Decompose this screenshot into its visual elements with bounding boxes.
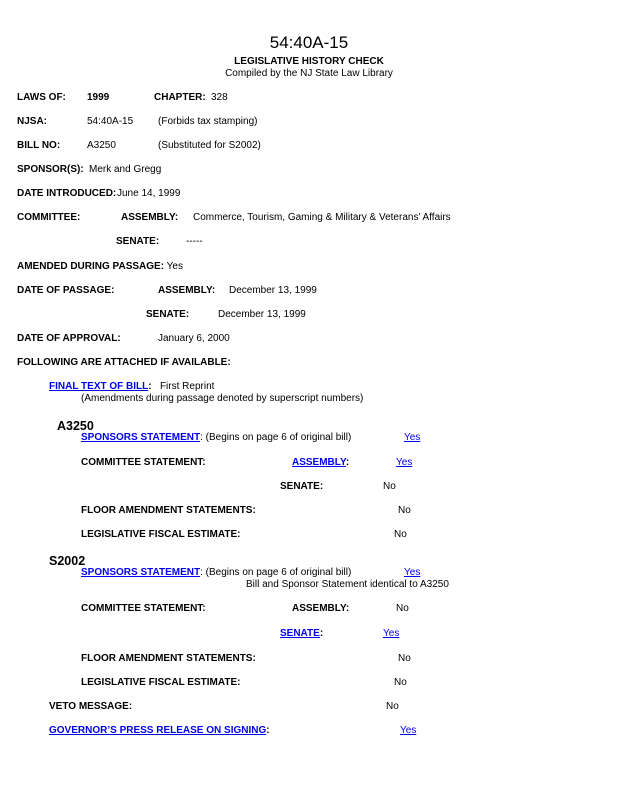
a3250-floor-label: FLOOR AMENDMENT STATEMENTS: [81, 505, 256, 516]
s2002-committee-senate-link[interactable]: SENATE [280, 628, 320, 639]
chapter-value: 328 [211, 92, 228, 103]
passage-assembly-value: December 13, 1999 [229, 285, 317, 296]
a3250-committee-senate-label: SENATE: [280, 481, 324, 492]
press-release-yes[interactable]: Yes [400, 725, 417, 736]
sponsors-label: SPONSOR(S): [17, 164, 84, 175]
s2002-sponsors-statement-note: : (Begins on page 6 of original bill) [200, 567, 352, 578]
bill-no-value: A3250 [87, 140, 116, 151]
s2002-fiscal-value: No [394, 677, 407, 688]
njsa-value: 54:40A-15 [87, 116, 134, 127]
committee-senate-value: ----- [186, 236, 203, 247]
compiled-by: Compiled by the NJ State Law Library [225, 68, 393, 79]
final-text-value: First Reprint [159, 381, 215, 392]
press-release-colon: : [266, 725, 270, 736]
a3250-sponsors-statement-yes[interactable]: Yes [404, 432, 421, 443]
final-text-link[interactable]: FINAL TEXT OF BILL [49, 381, 149, 392]
committee-label: COMMITTEE: [17, 212, 81, 223]
a3250-fiscal-label: LEGISLATIVE FISCAL ESTIMATE: [81, 529, 241, 540]
njsa-note: (Forbids tax stamping) [158, 116, 258, 127]
s2002-floor-value: No [398, 653, 411, 664]
bill-no-label: BILL NO: [17, 140, 61, 151]
a3250-sponsors-statement-note: : (Begins on page 6 of original bill) [200, 432, 352, 443]
passage-label: DATE OF PASSAGE: [17, 285, 115, 296]
s2002-committee-senate-row [280, 628, 323, 640]
a3250-sponsors-row [81, 432, 351, 444]
committee-assembly-label: ASSEMBLY: [121, 212, 179, 223]
passage-assembly-label: ASSEMBLY: [158, 285, 216, 296]
s2002-sponsors-row [81, 567, 351, 579]
a3250-committee-assembly-link[interactable]: ASSEMBLY [292, 457, 346, 468]
a3250-committee-assembly-row [292, 457, 349, 469]
final-text-row [49, 381, 214, 393]
s2002-committee-senate-yes[interactable]: Yes [383, 628, 400, 639]
final-text-colon: : [148, 381, 152, 392]
s2002-fiscal-label: LEGISLATIVE FISCAL ESTIMATE: [81, 677, 241, 688]
laws-of-value: 1999 [87, 92, 110, 103]
amended-label: AMENDED DURING PASSAGE: [17, 261, 165, 272]
bill-no-note: (Substituted for S2002) [158, 140, 261, 151]
a3250-committee-senate-value: No [383, 481, 396, 492]
s2002-committee-label: COMMITTEE STATEMENT: [81, 603, 206, 614]
press-release-row [49, 725, 270, 737]
amended-row [17, 261, 183, 273]
a3250-committee-label: COMMITTEE STATEMENT: [81, 457, 206, 468]
njsa-label: NJSA: [17, 116, 48, 127]
s2002-identical-note: Bill and Sponsor Statement identical to A3250 [246, 579, 449, 590]
veto-value: No [386, 701, 399, 712]
page-title: 54:40A-15 [269, 33, 349, 52]
sponsors-value: Merk and Gregg [89, 164, 162, 175]
passage-senate-label: SENATE: [146, 309, 190, 320]
s2002-committee-assembly-value: No [396, 603, 409, 614]
passage-senate-value: December 13, 1999 [218, 309, 306, 320]
s2002-committee-senate-colon: : [319, 628, 324, 639]
approval-value: January 6, 2000 [158, 333, 230, 344]
committee-senate-label: SENATE: [116, 236, 160, 247]
date-introduced-label: DATE INTRODUCED: [17, 188, 117, 199]
a3250-heading: A3250 [57, 419, 94, 433]
s2002-sponsors-statement-yes[interactable]: Yes [404, 567, 421, 578]
s2002-floor-label: FLOOR AMENDMENT STATEMENTS: [81, 653, 256, 664]
s2002-committee-assembly-label: ASSEMBLY: [292, 603, 350, 614]
s2002-heading: S2002 [49, 554, 86, 568]
a3250-committee-assembly-yes[interactable]: Yes [396, 457, 413, 468]
chapter-label: CHAPTER: [154, 92, 206, 103]
a3250-sponsors-statement-link[interactable]: SPONSORS STATEMENT [81, 432, 201, 443]
press-release-link[interactable]: GOVERNOR’S PRESS RELEASE ON SIGNING [49, 725, 267, 736]
attached-heading: FOLLOWING ARE ATTACHED IF AVAILABLE: [17, 357, 231, 368]
a3250-fiscal-value: No [394, 529, 407, 540]
laws-of-label: LAWS OF: [17, 92, 66, 103]
a3250-committee-assembly-colon: : [345, 457, 350, 468]
approval-label: DATE OF APPROVAL: [17, 333, 121, 344]
a3250-floor-value: No [398, 505, 411, 516]
s2002-sponsors-statement-link[interactable]: SPONSORS STATEMENT [81, 567, 201, 578]
amended-value: Yes [166, 261, 183, 272]
committee-assembly-value: Commerce, Tourism, Gaming & Military & Veterans’ Affairs [193, 212, 451, 223]
veto-label: VETO MESSAGE: [49, 701, 133, 712]
date-introduced-value: June 14, 1999 [117, 188, 181, 199]
final-text-note: (Amendments during passage denoted by superscript numbers) [81, 393, 364, 404]
page-subtitle: LEGISLATIVE HISTORY CHECK [234, 56, 384, 67]
